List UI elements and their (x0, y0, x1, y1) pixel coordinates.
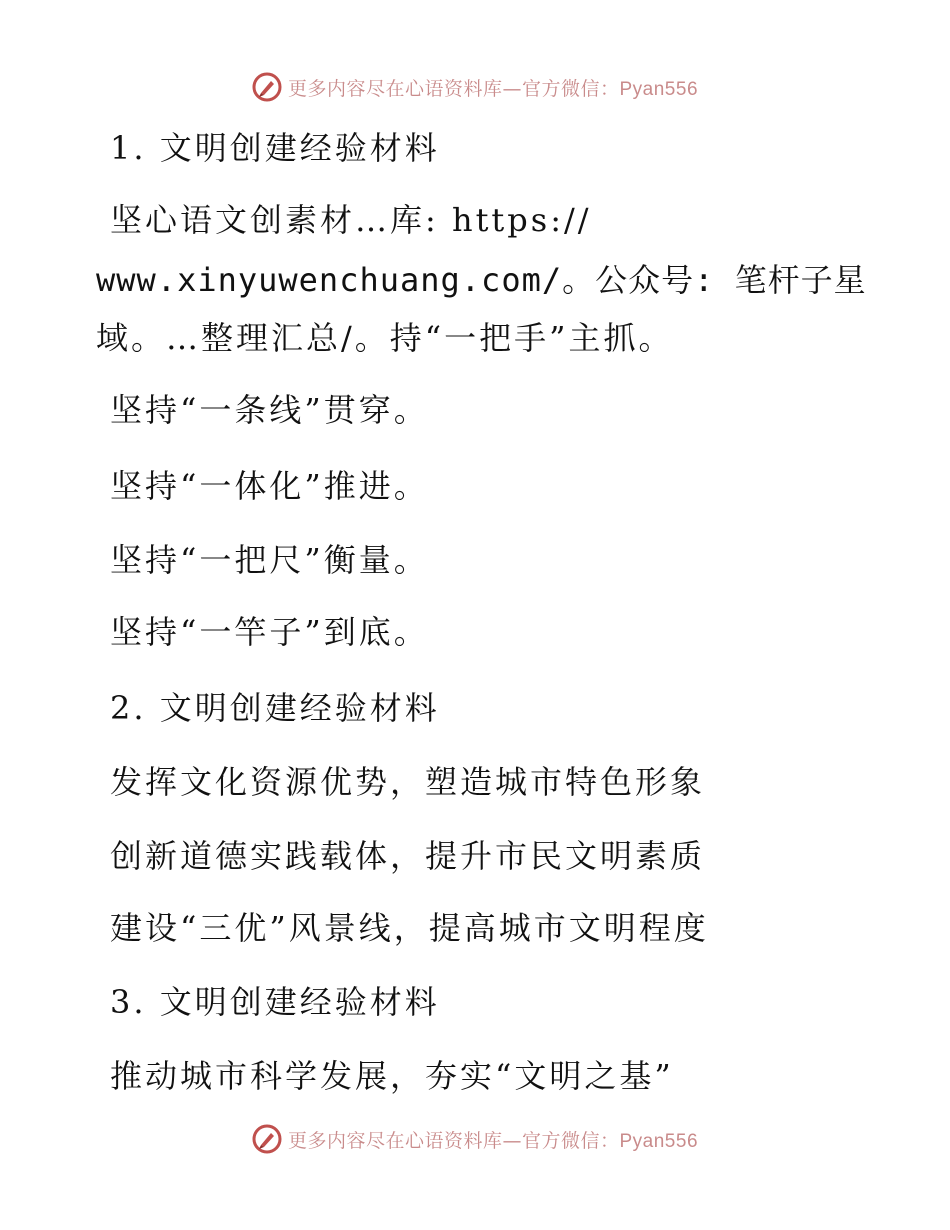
paragraph-line: www.xinyuwenchuang.com/。公众号: 笔杆子星 (96, 261, 867, 299)
paragraph-line: 创新道德实践载体，提升市民文明素质 (110, 837, 706, 875)
pen-logo-icon (252, 72, 282, 102)
watermark-text (288, 1126, 698, 1153)
watermark-main: 更多内容尽在心语资料库—官方微信： (287, 77, 620, 100)
watermark-footer (0, 1124, 950, 1154)
paragraph-line: 坚心语文创素材…库: https:// (110, 201, 592, 239)
paragraph-line: 推动城市科学发展，夯实“文明之基” (110, 1057, 674, 1095)
paragraph-line: 坚持“一把尺”衡量。 (110, 541, 429, 579)
watermark-id: Pyan556 (619, 1130, 699, 1152)
paragraph-line: 坚持“一竿子”到底。 (110, 613, 429, 651)
paragraph-line: 发挥文化资源优势，塑造城市特色形象 (110, 763, 706, 801)
heading-2: 2. 文明创建经验材料 (110, 689, 440, 727)
paragraph-line: 域。…整理汇总/。持“一把手”主抓。 (96, 319, 674, 357)
pen-logo-icon (252, 1124, 282, 1154)
watermark-id: Pyan556 (619, 78, 699, 100)
watermark-text (288, 74, 698, 101)
paragraph-line: 坚持“一体化”推进。 (110, 467, 429, 505)
paragraph-line: 建设“三优”风景线，提高城市文明程度 (110, 909, 709, 947)
heading-1: 1. 文明创建经验材料 (110, 129, 440, 167)
heading-3: 3. 文明创建经验材料 (110, 983, 440, 1021)
paragraph-line: 坚持“一条线”贯穿。 (110, 391, 429, 429)
watermark-main: 更多内容尽在心语资料库—官方微信： (287, 1129, 620, 1152)
watermark-header (0, 72, 950, 102)
